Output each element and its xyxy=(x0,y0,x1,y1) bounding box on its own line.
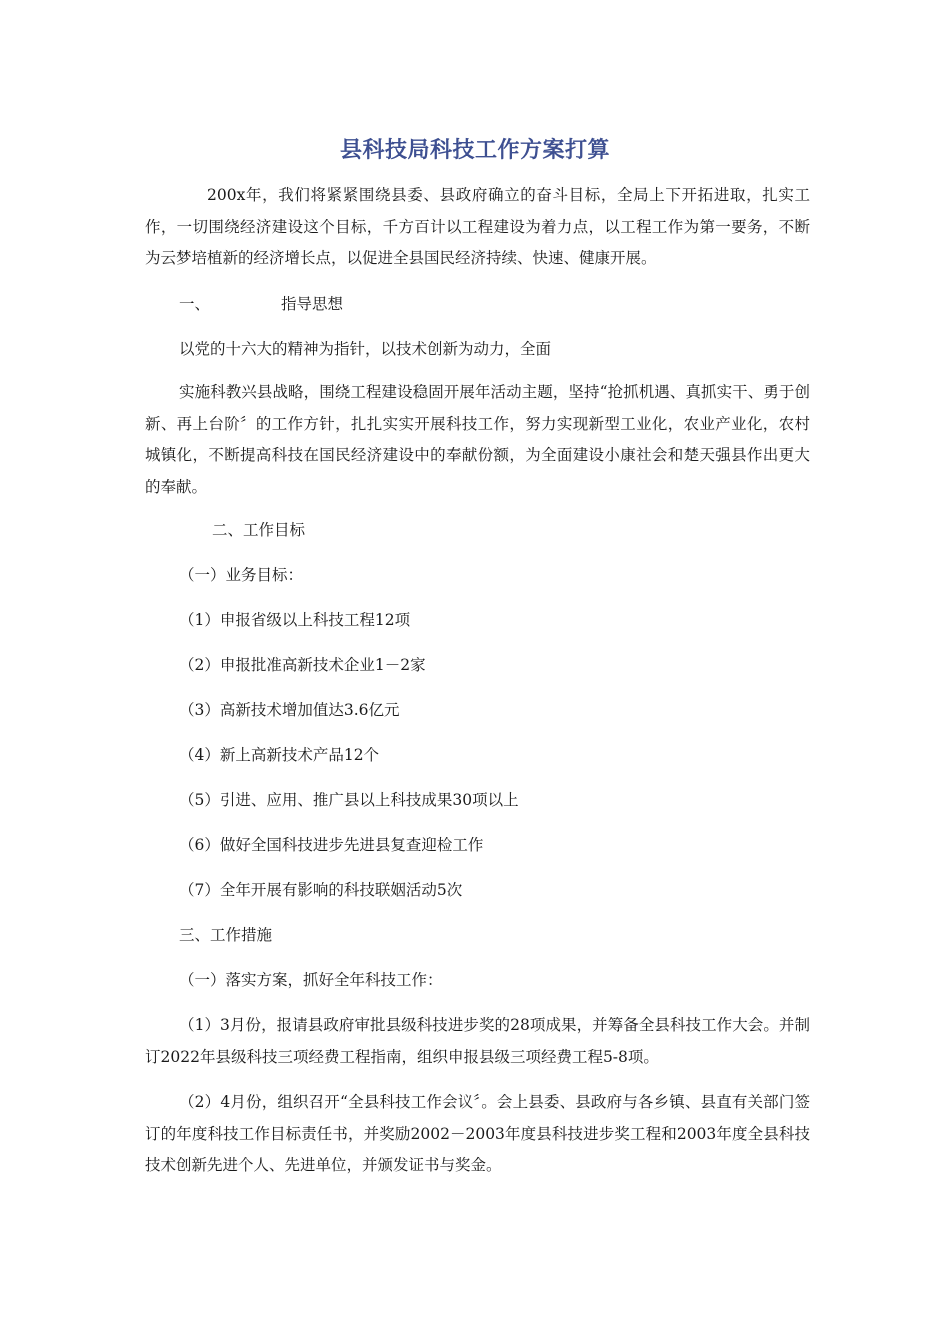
goal-item: （7）全年开展有影响的科技联姻活动5次 xyxy=(179,881,463,899)
section2-subheading: （一）业务目标： xyxy=(179,566,304,584)
goal-item: （4）新上高新技术产品12个 xyxy=(179,746,380,764)
section3-subheading: （一）落实方案，抓好全年科技工作： xyxy=(179,971,443,989)
goal-item: （5）引进、应用、推广县以上科技成果30项以上 xyxy=(179,791,519,809)
intro-paragraph: 200x年，我们将紧紧围绕县委、县政府确立的奋斗目标，全局上下开拓进取，扎实工作，一切围绕经济建设这个目标，千方百计以工程建设为着力点，以工程工作为第一要务，不断为云梦培植新的经济增长点，以促进全县国民经济持续、快速、健康开展。 xyxy=(145,186,810,267)
section1-lead: 以党的十六大的精神为指针，以技术创新为动力，全面 xyxy=(179,340,552,358)
section1-heading xyxy=(179,292,343,316)
goal-item: （6）做好全国科技进步先进县复查迎检工作 xyxy=(179,836,484,854)
document-title: 县科技局科技工作方案打算 xyxy=(339,138,610,163)
section1-body: 实施科教兴县战略，围绕工程建设稳固开展年活动主题，坚持“抢抓机遇、真抓实干、勇于创新、再上台阶〞的工作方针，扎扎实实开展科技工作，努力实现新型工业化，农业产业化，农村城镇化，不断提高科技在国民经济建设中的奉献份额，为全面建设小康社会和楚天强县作出更大的奉献。 xyxy=(145,383,810,496)
goal-item: （1）申报省级以上科技工程12项 xyxy=(179,611,411,629)
section3-heading: 三、工作措施 xyxy=(179,926,273,944)
section1-number: 一、 xyxy=(179,295,211,313)
goal-item: （3）高新技术增加值达3.6亿元 xyxy=(179,701,400,719)
section1-title: 指导思想 xyxy=(281,295,344,313)
section2-heading: 二、工作目标 xyxy=(212,521,306,539)
goal-item: （2）申报批准高新技术企业1－2家 xyxy=(179,656,426,674)
measure-item: （1）3月份，报请县政府审批县级科技进步奖的28项成果，并筹备全县科技工作大会。并制订2022年县级科技三项经费工程指南，组织申报县级三项经费工程5-8项。 xyxy=(145,1016,810,1066)
measure-item: （2）4月份，组织召开“全县科技工作会议〞。会上县委、县政府与各乡镇、县直有关部门签订的年度科技工作目标责任书，并奖励2002－2003年度县科技进步奖工程和2003年度全县科技技术创新先进个人、先进单位，并颁发证书与奖金。 xyxy=(145,1093,810,1174)
